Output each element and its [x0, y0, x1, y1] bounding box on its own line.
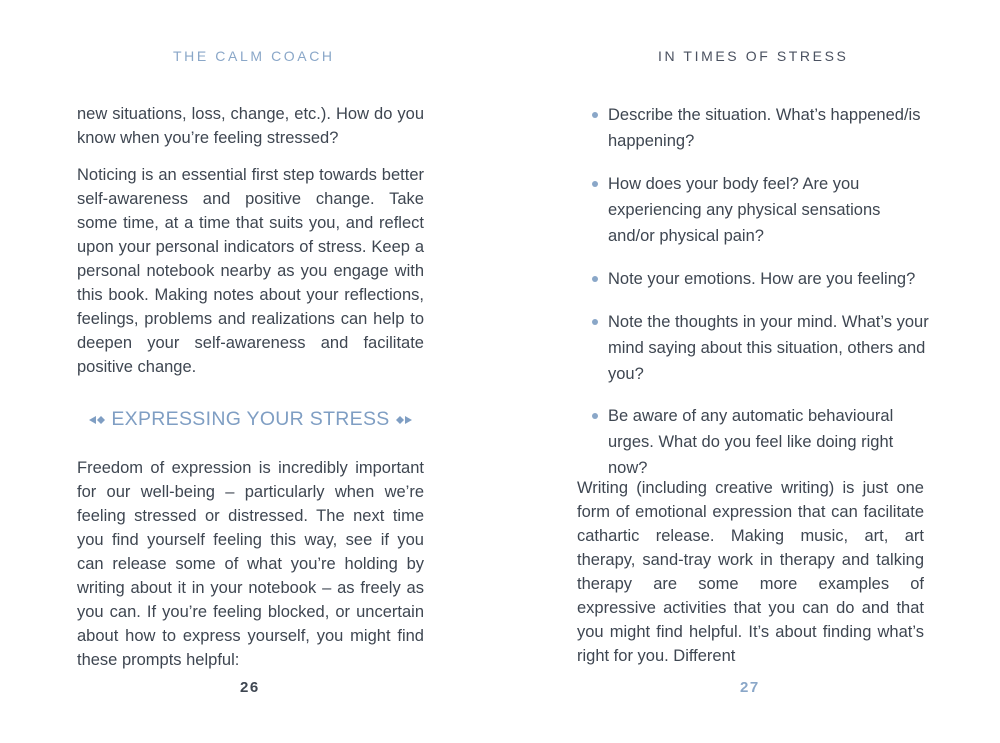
paragraph-text: Freedom of expression is incredibly important for our well-being – particularly when we’re feeling stressed or distressed. The next time you find yourself feeling this way, see if you can release some of what you’re holding by writing about it in your notebook – as freely as you can. If you’re feeling blocked, or uncertain about how to express yourself, you might find these prompts helpful:	[77, 459, 424, 669]
paragraph-text: Writing (including creative writing) is just one form of emotional expression that can facilitate cathartic release. Making music, art, art therapy, sand-tray work in therapy and talking therapy are some more examples of expressive activities that you can do and that you might find helpful. It’s about finding what’s right for you. Different	[577, 479, 924, 665]
list-item	[590, 403, 930, 481]
paragraph-text: new situations, loss, change, etc.). How do you know when you’re feeling stressed?	[77, 105, 424, 147]
list-item-text: How does your body feel? Are you experiencing any physical sensations and/or physical pain?	[608, 175, 881, 245]
list-item	[590, 309, 930, 387]
list-item	[590, 171, 930, 249]
body-paragraph	[77, 163, 424, 379]
body-paragraph	[77, 102, 424, 150]
running-head-left: THE CALM COACH	[173, 48, 335, 64]
list-item-text: Be aware of any automatic behavioural urges. What do you feel like doing right now?	[608, 407, 894, 477]
list-item-text: Describe the situation. What’s happened/is happening?	[608, 106, 921, 150]
list-item-text: Note the thoughts in your mind. What’s your mind saying about this situation, others and you?	[608, 313, 929, 383]
diamond-arrow-ornament-icon	[89, 408, 107, 431]
list-item	[590, 266, 930, 292]
body-paragraph	[577, 476, 924, 668]
list-item-text: Note your emotions. How are you feeling?	[608, 270, 916, 288]
bullet-dot-icon	[592, 276, 598, 282]
running-head-right: IN TIMES OF STRESS	[658, 48, 849, 64]
page-number-left: 26	[240, 679, 260, 696]
bullet-dot-icon	[592, 112, 598, 118]
section-heading-text: EXPRESSING YOUR STRESS	[111, 408, 390, 430]
list-item	[590, 102, 930, 154]
section-heading	[77, 408, 424, 431]
page-number-right: 27	[740, 679, 760, 696]
bullet-dot-icon	[592, 319, 598, 325]
body-paragraph	[77, 456, 424, 672]
bullet-dot-icon	[592, 181, 598, 187]
paragraph-text: Noticing is an essential first step towards better self-awareness and positive change. Take some time, at a time that suits you, and reflect upon your personal indicators of stress. Keep a personal notebook nearby as you engage with this book. Making notes about your reflections, feelings, problems and realizations can help to deepen your self-awareness and facilitate positive change.	[77, 166, 424, 376]
bullet-dot-icon	[592, 413, 598, 419]
diamond-arrow-ornament-icon	[394, 408, 412, 431]
